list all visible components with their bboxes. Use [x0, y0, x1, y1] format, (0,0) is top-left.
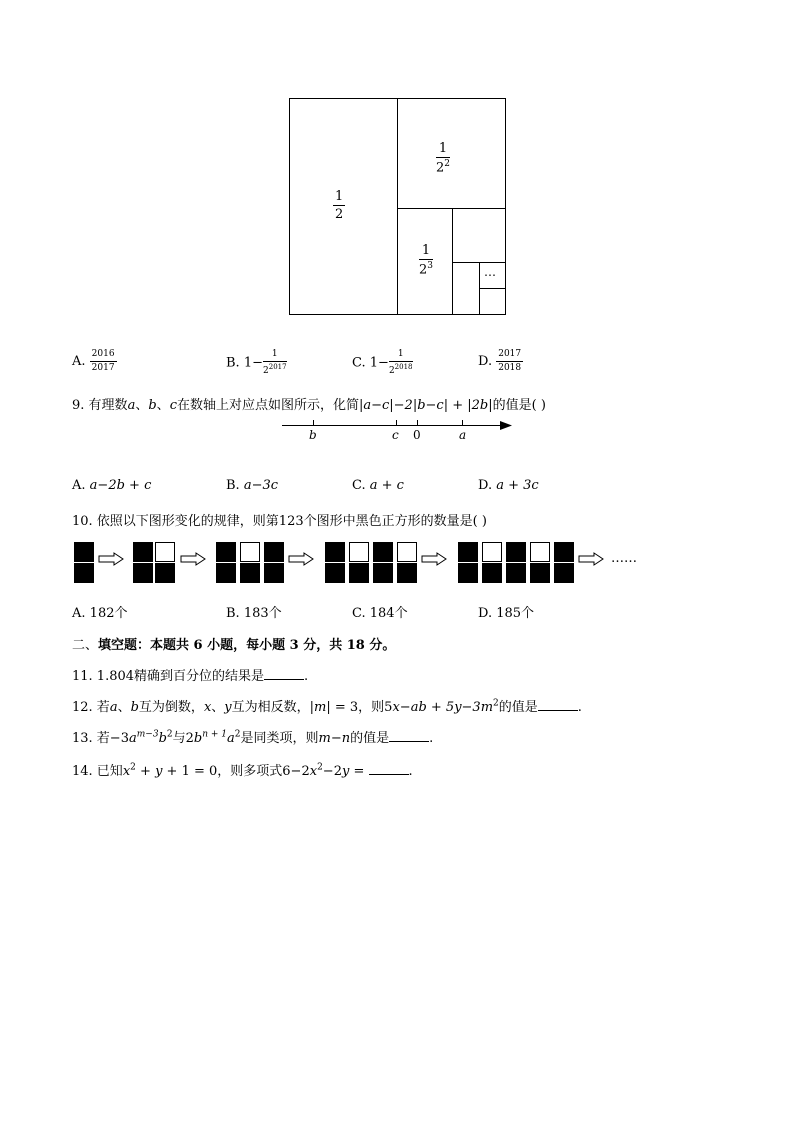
- arrow-right-icon: [98, 552, 124, 566]
- q8-option-b[interactable]: B. 1− $\frac{1}{2^{2017}}$: [226, 349, 287, 376]
- white-square: [349, 542, 369, 562]
- black-square: [216, 563, 236, 583]
- q10-stem: 10. 依照以下图形变化的规律，则第123个图形中黑色正方形的数量是( ): [72, 514, 487, 529]
- axis-label-zero: 0: [413, 428, 421, 442]
- figure-ellipsis: …: [484, 265, 496, 279]
- black-square: [373, 563, 393, 583]
- black-square: [240, 563, 260, 583]
- black-square: [264, 542, 284, 562]
- black-square: [325, 542, 345, 562]
- black-square: [133, 563, 153, 583]
- answer-blank[interactable]: [538, 699, 578, 711]
- denominator: 2: [335, 207, 344, 222]
- black-square: [397, 563, 417, 583]
- numerator: 1: [335, 189, 344, 204]
- black-square: [349, 563, 369, 583]
- numerator: 1: [436, 142, 450, 158]
- black-square: [74, 542, 94, 562]
- arrow-right-icon: [180, 552, 206, 566]
- black-square: [554, 542, 574, 562]
- arrow-right-icon: [421, 552, 447, 566]
- white-square: [155, 542, 175, 562]
- q8-option-a[interactable]: A. $\frac{2016}{2017}$: [72, 349, 115, 373]
- black-square: [554, 563, 574, 583]
- q10-option-c[interactable]: C. 184个: [352, 606, 408, 621]
- q8-option-d[interactable]: D. $\frac{2017}{2018}$: [478, 349, 522, 373]
- q11: 11. 1.804精确到百分位的结果是 .: [72, 669, 309, 684]
- white-square: [397, 542, 417, 562]
- black-square: [458, 563, 478, 583]
- answer-blank[interactable]: [264, 668, 304, 680]
- black-square: [373, 542, 393, 562]
- numerator: 1: [419, 244, 433, 260]
- q10-option-a[interactable]: A. 182个: [72, 606, 128, 621]
- black-square: [74, 563, 94, 583]
- q13: 13. 若$-3a^{m-3}b^2$与$2b^{n + 1}a^2$是同类项，则m−n的值是 .: [72, 729, 434, 746]
- q9-stem: 9. 有理数a、b、c在数轴上对应点如图所示，化简|a−c|−2|b−c| + |2b|的值是( ): [72, 398, 546, 413]
- q9-option-a[interactable]: A. a−2b + c: [72, 478, 152, 493]
- axis-label-c: c: [392, 428, 399, 442]
- black-square: [133, 542, 153, 562]
- fraction-quarter: [436, 142, 450, 174]
- white-square: [482, 542, 502, 562]
- fraction-eighth: [419, 244, 433, 276]
- answer-blank[interactable]: [389, 730, 429, 742]
- q10-option-d[interactable]: D. 185个: [478, 606, 535, 621]
- black-square: [458, 542, 478, 562]
- black-square: [325, 563, 345, 583]
- white-square: [240, 542, 260, 562]
- black-square: [264, 563, 284, 583]
- q9-option-b[interactable]: B. a−3c: [226, 478, 279, 493]
- black-square: [506, 542, 526, 562]
- q10-option-b[interactable]: B. 183个: [226, 606, 282, 621]
- black-square: [155, 563, 175, 583]
- black-square: [506, 563, 526, 583]
- q14: 14. 已知$x^2 + y + 1 = 0$，则多项式$6-2x^2-2y$ = .: [72, 762, 413, 779]
- black-square: [482, 563, 502, 583]
- arrow-right-icon: [578, 552, 604, 566]
- section-heading: 二、填空题：本题共 6 小题，每小题 3 分，共 18 分。: [72, 638, 396, 653]
- sequence-ellipsis: ……: [611, 551, 637, 566]
- q9-option-d[interactable]: D. a + 3c: [478, 478, 539, 493]
- q12: 12. 若a、b互为倒数，x、y互为相反数，|m| = 3，则$5x-ab + 5y-3m^2$的值是 .: [72, 698, 582, 715]
- denominator: $2^2$: [436, 159, 451, 176]
- q9-option-c[interactable]: C. a + c: [352, 478, 404, 493]
- axis-label-a: a: [459, 428, 467, 442]
- denominator: $2^3$: [419, 261, 434, 278]
- arrow-right-icon: [288, 552, 314, 566]
- white-square: [530, 542, 550, 562]
- black-square: [216, 542, 236, 562]
- answer-blank[interactable]: [369, 763, 409, 775]
- black-square: [530, 563, 550, 583]
- axis-label-b: b: [309, 428, 317, 442]
- fraction-half: [333, 190, 345, 221]
- square-partition-figure: [289, 98, 507, 317]
- q8-option-c[interactable]: C. 1− $\frac{1}{2^{2018}}$: [352, 349, 413, 376]
